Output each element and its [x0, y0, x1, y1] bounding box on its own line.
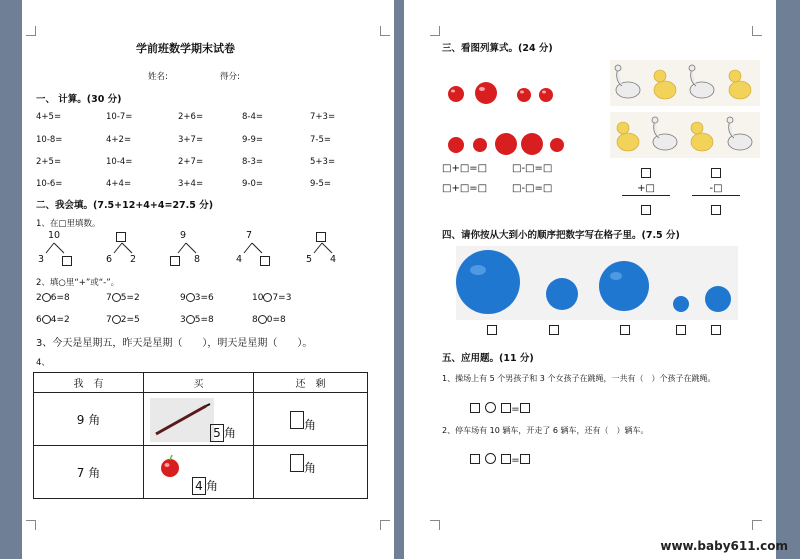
section-4-heading: 四、请你按从大到小的顺序把数字写在格子里。(7.5 分) — [442, 230, 680, 241]
operand-left: 7 — [106, 315, 112, 325]
operand-left: 8 — [252, 315, 258, 325]
operand-left: 7 — [106, 293, 112, 303]
apples-row-1 — [444, 80, 554, 106]
crop-mark — [430, 520, 440, 530]
calc-item: 10-4= — [106, 157, 133, 167]
answer-equation-1: = — [470, 397, 530, 416]
pencil-icon — [150, 398, 214, 442]
price-unit: 角 — [224, 426, 237, 440]
calc-item: 4+2= — [106, 135, 132, 145]
bond-left-number: 5 — [306, 254, 313, 265]
bond-branches — [310, 242, 340, 254]
vertical-op: +□ — [637, 183, 655, 194]
answer-box[interactable] — [641, 205, 651, 215]
crop-mark — [26, 520, 36, 530]
operand-left: 9 — [180, 293, 186, 303]
operand-left: 3 — [180, 315, 186, 325]
exam-page-left — [22, 0, 394, 559]
answer-box[interactable] — [711, 325, 721, 335]
operator-circle[interactable] — [112, 293, 121, 302]
calc-item: 2+7= — [178, 157, 204, 167]
operator-circle[interactable] — [186, 315, 195, 324]
apple-icon — [475, 82, 497, 104]
answer-box[interactable] — [501, 454, 511, 464]
operator-circle[interactable] — [186, 293, 195, 302]
apples-row-2 — [444, 130, 574, 158]
operand-left: 10 — [252, 293, 264, 303]
calc-item: 7-5= — [310, 135, 332, 145]
section-1-heading: 一、 计算。(30 分) — [36, 94, 122, 105]
crop-mark — [752, 520, 762, 530]
table-header-remain: 还 剩 — [254, 373, 368, 393]
number-bond — [170, 230, 214, 266]
bond-top-number: 7 — [246, 230, 253, 241]
birds-row-2 — [610, 112, 760, 162]
number-bond — [236, 230, 280, 266]
balloon-icon — [705, 286, 731, 312]
crop-mark — [26, 26, 36, 36]
birds-row-1 — [610, 60, 760, 110]
page-title: 学前班数学期末试卷 — [136, 42, 235, 55]
bond-branches — [42, 242, 72, 254]
answer-box[interactable] — [62, 256, 72, 266]
bond-left-number: 3 — [38, 254, 45, 265]
balloon-icon — [546, 278, 578, 310]
bond-top-number: 9 — [180, 230, 187, 241]
calc-item: 7+3= — [310, 112, 336, 122]
equation-addition-2: □+□=□ — [442, 183, 488, 194]
operand-right: 6=8 — [50, 293, 70, 303]
operator-item — [180, 293, 214, 303]
calc-item: 9-9= — [242, 135, 264, 145]
crop-mark — [752, 26, 762, 36]
answer-box[interactable] — [470, 403, 480, 413]
remain-cell — [254, 393, 368, 446]
answer-box[interactable] — [549, 325, 559, 335]
operator-item — [252, 315, 286, 325]
apple-icon — [158, 454, 182, 478]
operator-circle[interactable] — [258, 315, 267, 324]
buy-cell — [144, 446, 254, 499]
calc-item: 10-6= — [36, 179, 63, 189]
name-label: 姓名: — [148, 72, 168, 82]
goose-and-duckling-icons — [610, 112, 760, 158]
answer-box[interactable] — [170, 256, 180, 266]
calc-item: 9-5= — [310, 179, 332, 189]
operator-circle[interactable] — [485, 402, 496, 413]
calc-item: 8-3= — [242, 157, 264, 167]
answer-box[interactable] — [711, 205, 721, 215]
watermark: www.baby611.com — [660, 539, 788, 553]
crop-mark — [430, 26, 440, 36]
calc-item: 2+5= — [36, 157, 62, 167]
operand-left: 2 — [36, 293, 42, 303]
have-cell: 7 角 — [34, 446, 144, 499]
operand-right: 0=8 — [266, 315, 286, 325]
operand-right: 7=3 — [272, 293, 292, 303]
answer-box[interactable] — [711, 168, 721, 178]
remain-cell — [254, 446, 368, 499]
bond-branches — [240, 242, 270, 254]
operator-item — [36, 315, 70, 325]
calc-item: 5+3= — [310, 157, 336, 167]
exam-page-right — [404, 0, 776, 559]
answer-box[interactable] — [290, 411, 304, 429]
answer-box[interactable] — [641, 168, 651, 178]
bond-right-number: 8 — [194, 254, 201, 265]
bond-left-number: 4 — [236, 254, 243, 265]
balloons-row — [456, 246, 738, 320]
price-unit: 角 — [206, 479, 219, 493]
operator-item — [106, 293, 140, 303]
apple-icon — [517, 88, 531, 102]
operator-item — [252, 293, 291, 303]
vertical-addition — [622, 162, 670, 218]
operator-circle[interactable] — [485, 453, 496, 464]
question-2-label: 2、填○里“+”或“-”。 — [36, 278, 120, 288]
price-box: 5 — [210, 424, 224, 442]
operator-circle[interactable] — [42, 293, 51, 302]
answer-box[interactable] — [487, 325, 497, 335]
operand-left: 6 — [36, 315, 42, 325]
word-problem-2: 2、停车场有 10 辆车，开走了 6 辆车，还有（ ）辆车。 — [442, 426, 649, 435]
operand-right: 3=6 — [194, 293, 214, 303]
calc-item: 3+4= — [178, 179, 204, 189]
operator-item — [36, 293, 70, 303]
apple-icon — [539, 88, 553, 102]
calc-item: 10-7= — [106, 112, 133, 122]
bond-right-number: 4 — [330, 254, 337, 265]
price-box: 4 — [192, 477, 206, 495]
table-header-buy: 买 — [144, 373, 254, 393]
answer-box[interactable] — [290, 454, 304, 472]
answer-box[interactable] — [260, 256, 270, 266]
bond-branches — [110, 242, 140, 254]
equation-subtraction-2: □-□=□ — [512, 183, 553, 194]
have-cell: 9 角 — [34, 393, 144, 446]
answer-box[interactable] — [676, 325, 686, 335]
operand-right: 5=2 — [120, 293, 140, 303]
calc-item: 4+5= — [36, 112, 62, 122]
crop-mark — [380, 520, 390, 530]
equation-addition-1: □+□=□ — [442, 163, 488, 174]
operator-item — [106, 315, 140, 325]
vertical-subtraction — [692, 162, 740, 218]
table-header-have: 我 有 — [34, 373, 144, 393]
operand-right: 4=2 — [50, 315, 70, 325]
number-bond — [38, 230, 82, 266]
calc-item: 2+6= — [178, 112, 204, 122]
operator-circle[interactable] — [112, 315, 121, 324]
operand-right: 2=5 — [120, 315, 140, 325]
equation-subtraction-1: □-□=□ — [512, 163, 553, 174]
remain-unit: 角 — [304, 418, 317, 432]
section-3-heading: 三、看图列算式。(24 分) — [442, 43, 553, 54]
calc-item: 4+4= — [106, 179, 132, 189]
answer-box[interactable] — [116, 232, 126, 242]
table-row — [34, 393, 368, 446]
answer-box[interactable] — [470, 454, 480, 464]
answer-box[interactable] — [501, 403, 511, 413]
crop-mark — [380, 26, 390, 36]
buy-cell — [144, 393, 254, 446]
answer-box[interactable] — [520, 454, 530, 464]
goose-and-duckling-icons — [610, 60, 760, 106]
answer-box[interactable] — [620, 325, 630, 335]
balloon-icon — [599, 261, 649, 311]
table-row — [34, 446, 368, 499]
word-problem-1: 1、操场上有 5 个男孩子和 3 个女孩子在跳绳，一共有（ ）个孩子在跳绳。 — [442, 374, 716, 383]
vertical-op: -□ — [709, 183, 723, 194]
bond-top-number: 10 — [48, 230, 61, 241]
balloon-icon — [456, 250, 520, 314]
score-label: 得分: — [220, 72, 240, 82]
calc-item: 9-0= — [242, 179, 264, 189]
calc-item: 3+7= — [178, 135, 204, 145]
operator-item — [180, 315, 214, 325]
answer-equation-2: = — [470, 448, 530, 467]
section-5-heading: 五、应用题。(11 分) — [442, 353, 534, 364]
number-bond — [106, 230, 150, 266]
answer-box[interactable] — [520, 403, 530, 413]
number-bond — [306, 230, 350, 266]
remain-unit: 角 — [304, 461, 317, 475]
question-4-label: 4、 — [36, 358, 50, 368]
question-3-text: 3、今天是星期五，昨天是星期（ ），明天是星期（ ）。 — [36, 338, 313, 349]
bond-right-number: 2 — [130, 254, 137, 265]
calc-item: 10-8= — [36, 135, 63, 145]
answer-box[interactable] — [316, 232, 326, 242]
bond-branches — [174, 242, 204, 254]
apple-icon — [448, 86, 464, 102]
operand-right: 5=8 — [194, 315, 214, 325]
bond-left-number: 6 — [106, 254, 113, 265]
question-1-label: 1、在□里填数。 — [36, 219, 101, 229]
balloon-icon — [673, 296, 689, 312]
section-2-heading: 二、我会填。(7.5+12+4+4=27.5 分) — [36, 200, 214, 211]
shopping-table — [33, 372, 368, 499]
operator-circle[interactable] — [42, 315, 51, 324]
calc-item: 8-4= — [242, 112, 264, 122]
